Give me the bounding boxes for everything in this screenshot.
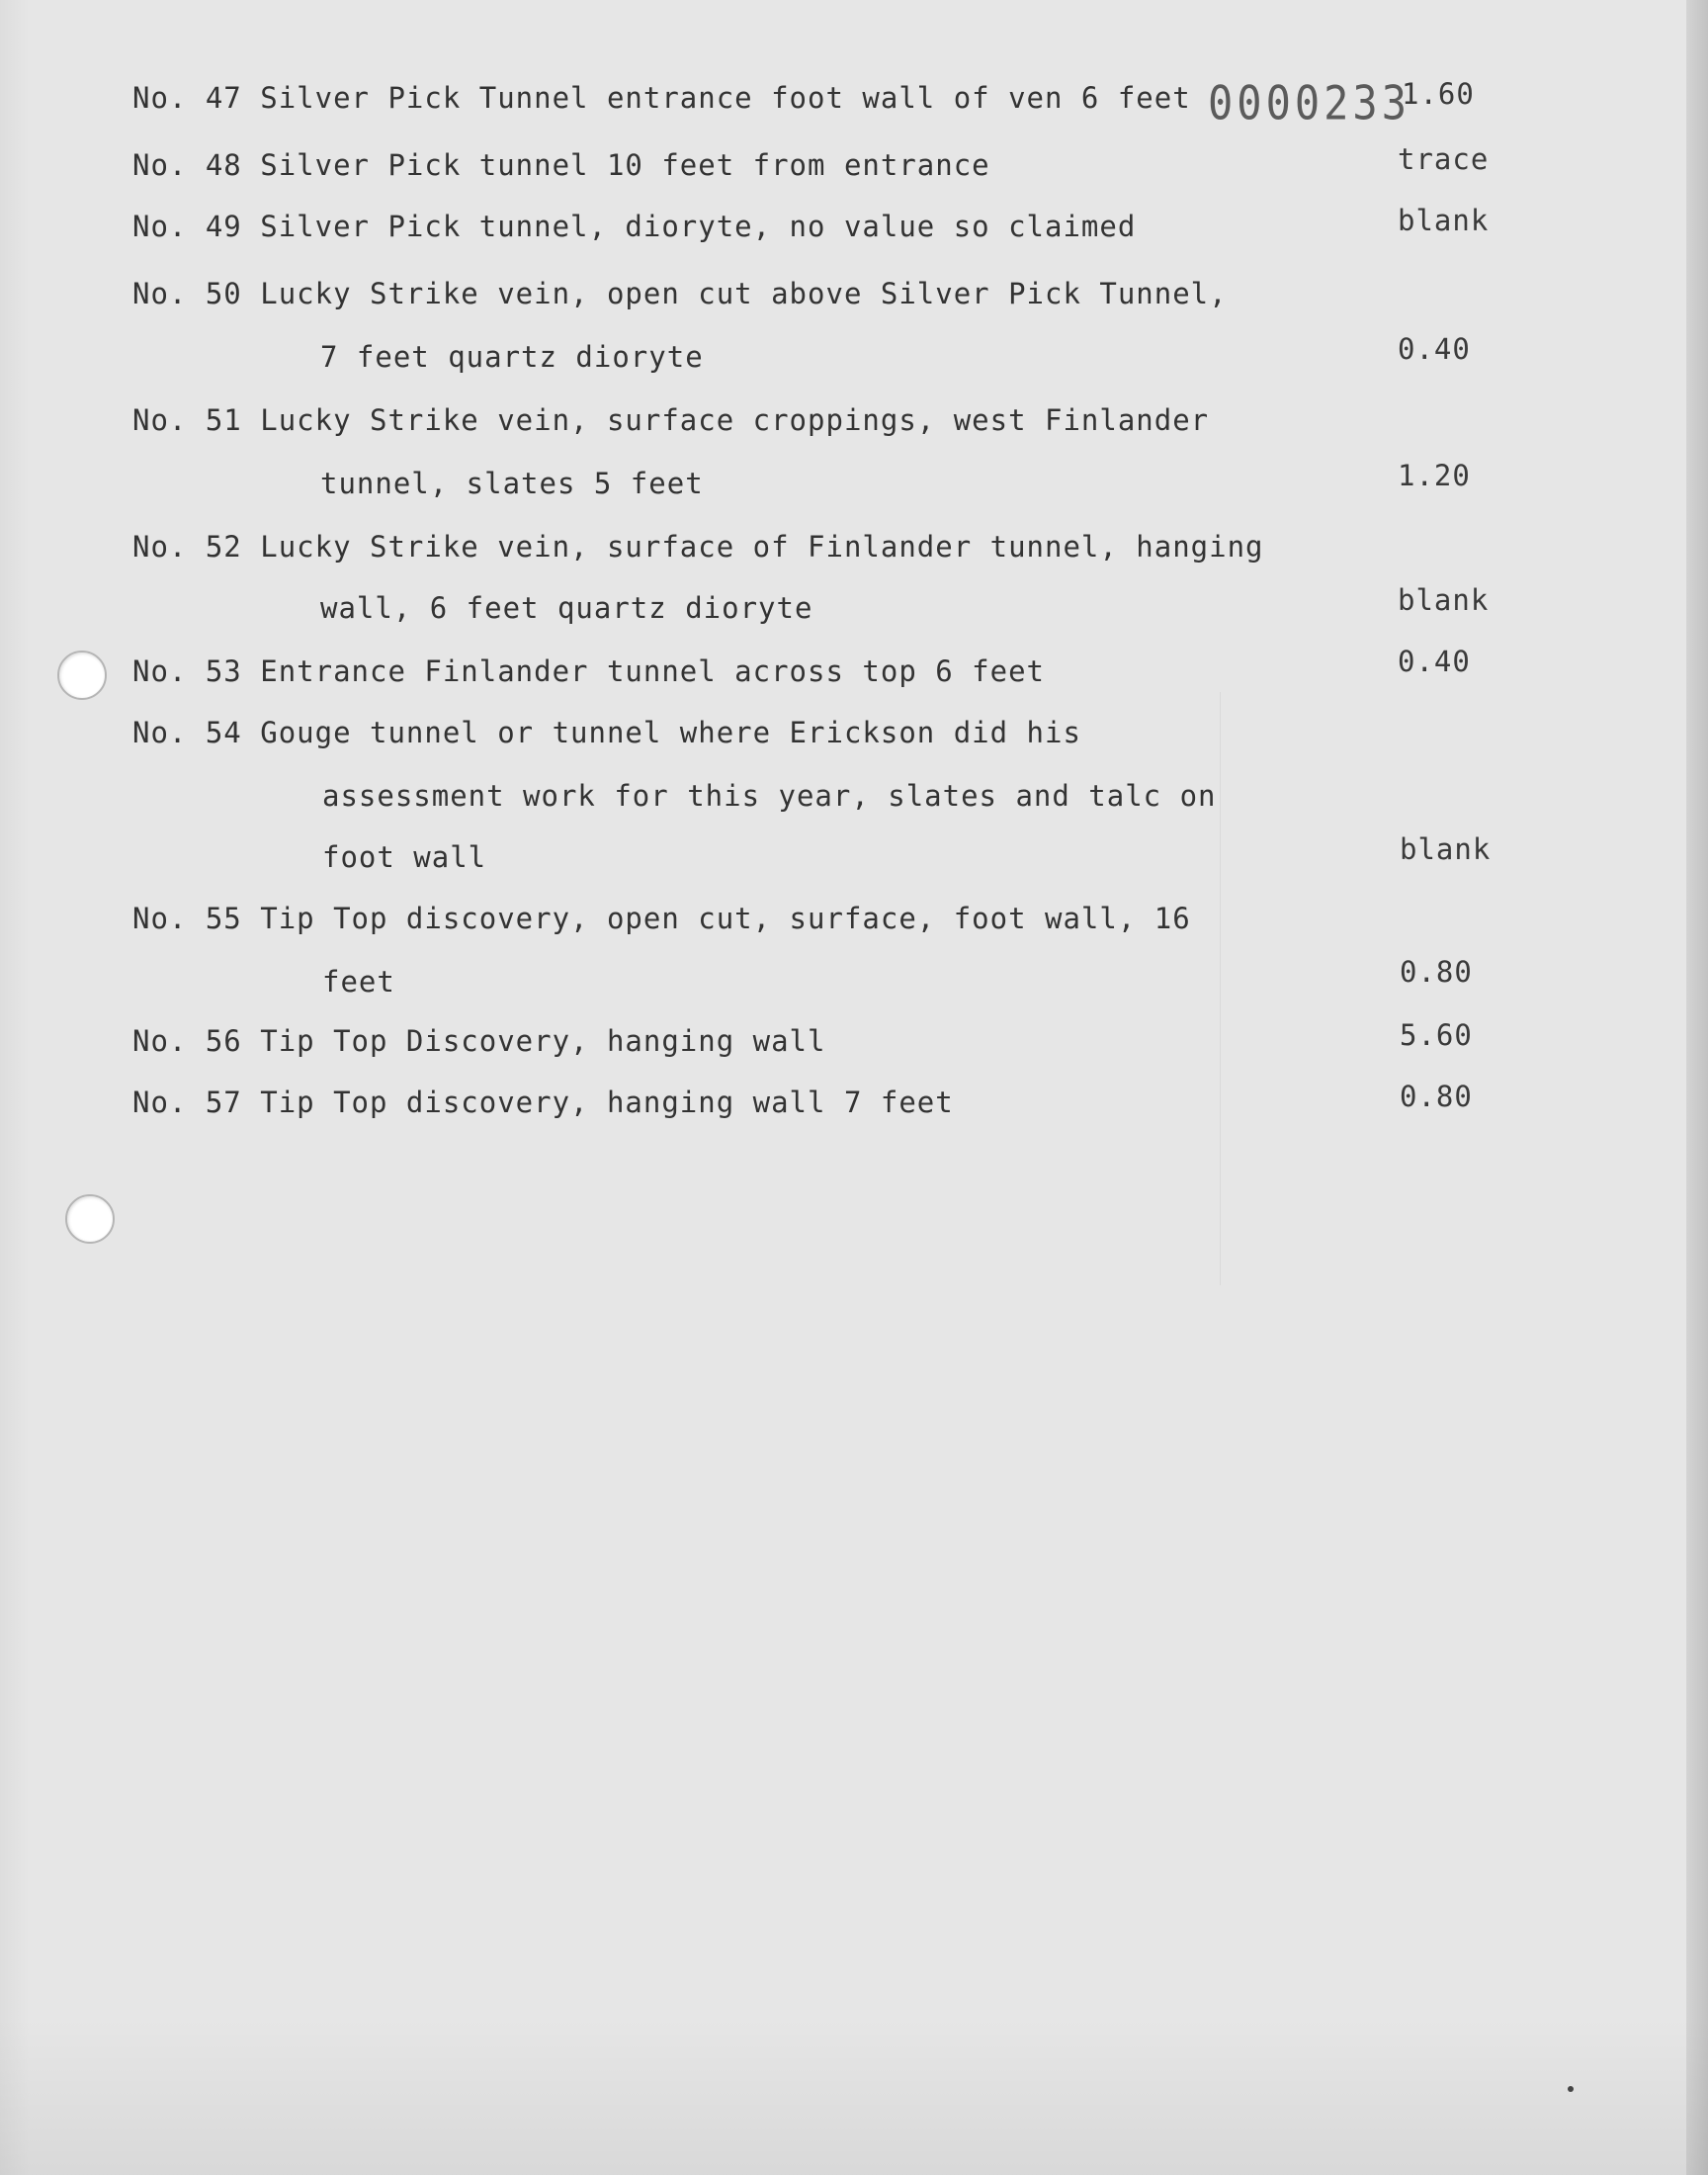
- entry-description: Silver Pick Tunnel entrance foot wall of ven 6 feet: [260, 81, 1191, 115]
- entry-line: [132, 1086, 954, 1119]
- entry-number: No. 47: [132, 81, 242, 115]
- entry-line: [132, 716, 1081, 749]
- entry-value: blank: [1398, 583, 1490, 617]
- entry-description: Silver Pick tunnel, dioryte, no value so claimed: [260, 210, 1137, 243]
- entry-line: [132, 210, 1136, 243]
- entry-description: Gouge tunnel or tunnel where Erickson did his: [260, 716, 1081, 749]
- entry-description: Tip Top discovery, open cut, surface, foot wall, 16: [260, 902, 1191, 935]
- entry-value: 0.80: [1400, 1080, 1473, 1113]
- entry-number: No. 55: [132, 902, 242, 935]
- entry-number: No. 56: [132, 1024, 242, 1058]
- entry-continuation: 7 feet quartz dioryte: [320, 340, 704, 374]
- faint-fold-line: [1220, 692, 1221, 1285]
- document-stamp-number: 0000233: [1208, 76, 1411, 130]
- entry-continuation: assessment work for this year, slates and talc on: [322, 779, 1217, 813]
- entry-value: 1.20: [1398, 459, 1471, 492]
- page-shadow-bottom: [0, 2017, 1708, 2175]
- entry-number: No. 51: [132, 403, 242, 437]
- entry-value: blank: [1398, 204, 1490, 237]
- entry-value: blank: [1400, 832, 1492, 866]
- entry-line: [132, 277, 1228, 310]
- page-edge-right: [1686, 0, 1708, 2175]
- entry-number: No. 52: [132, 530, 242, 564]
- entry-value: 5.60: [1400, 1018, 1473, 1052]
- punch-hole-icon: [57, 651, 107, 700]
- entry-description: Tip Top Discovery, hanging wall: [260, 1024, 826, 1058]
- entry-value: 0.40: [1398, 645, 1471, 678]
- entry-line: [132, 81, 1191, 115]
- entry-value: 0.80: [1400, 955, 1473, 989]
- entry-number: No. 57: [132, 1086, 242, 1119]
- entry-value: 1.60: [1402, 77, 1475, 111]
- page-shadow-left: [0, 0, 30, 2175]
- entry-line: [132, 1024, 825, 1058]
- entry-number: No. 54: [132, 716, 242, 749]
- entry-description: Lucky Strike vein, surface of Finlander tunnel, hanging: [260, 530, 1264, 564]
- ink-speck: [1568, 2086, 1574, 2092]
- entry-description: Entrance Finlander tunnel across top 6 feet: [260, 654, 1045, 688]
- entry-continuation: foot wall: [322, 840, 487, 874]
- entry-continuation: feet: [322, 965, 395, 999]
- entry-line: [132, 902, 1191, 935]
- entry-number: No. 53: [132, 654, 242, 688]
- entry-value: 0.40: [1398, 332, 1471, 366]
- entry-value: trace: [1398, 142, 1490, 176]
- entry-number: No. 49: [132, 210, 242, 243]
- entry-description: Tip Top discovery, hanging wall 7 feet: [260, 1086, 954, 1119]
- entry-continuation: wall, 6 feet quartz dioryte: [320, 591, 813, 625]
- entry-continuation: tunnel, slates 5 feet: [320, 467, 704, 500]
- entry-description: Silver Pick tunnel 10 feet from entrance: [260, 148, 990, 182]
- entry-number: No. 48: [132, 148, 242, 182]
- entry-line: [132, 403, 1209, 437]
- entry-line: [132, 148, 990, 182]
- entry-line: [132, 654, 1045, 688]
- entry-line: [132, 530, 1264, 564]
- entry-description: Lucky Strike vein, surface croppings, west Finlander: [260, 403, 1210, 437]
- entry-number: No. 50: [132, 277, 242, 310]
- entry-description: Lucky Strike vein, open cut above Silver Pick Tunnel,: [260, 277, 1228, 310]
- punch-hole-icon: [65, 1194, 115, 1244]
